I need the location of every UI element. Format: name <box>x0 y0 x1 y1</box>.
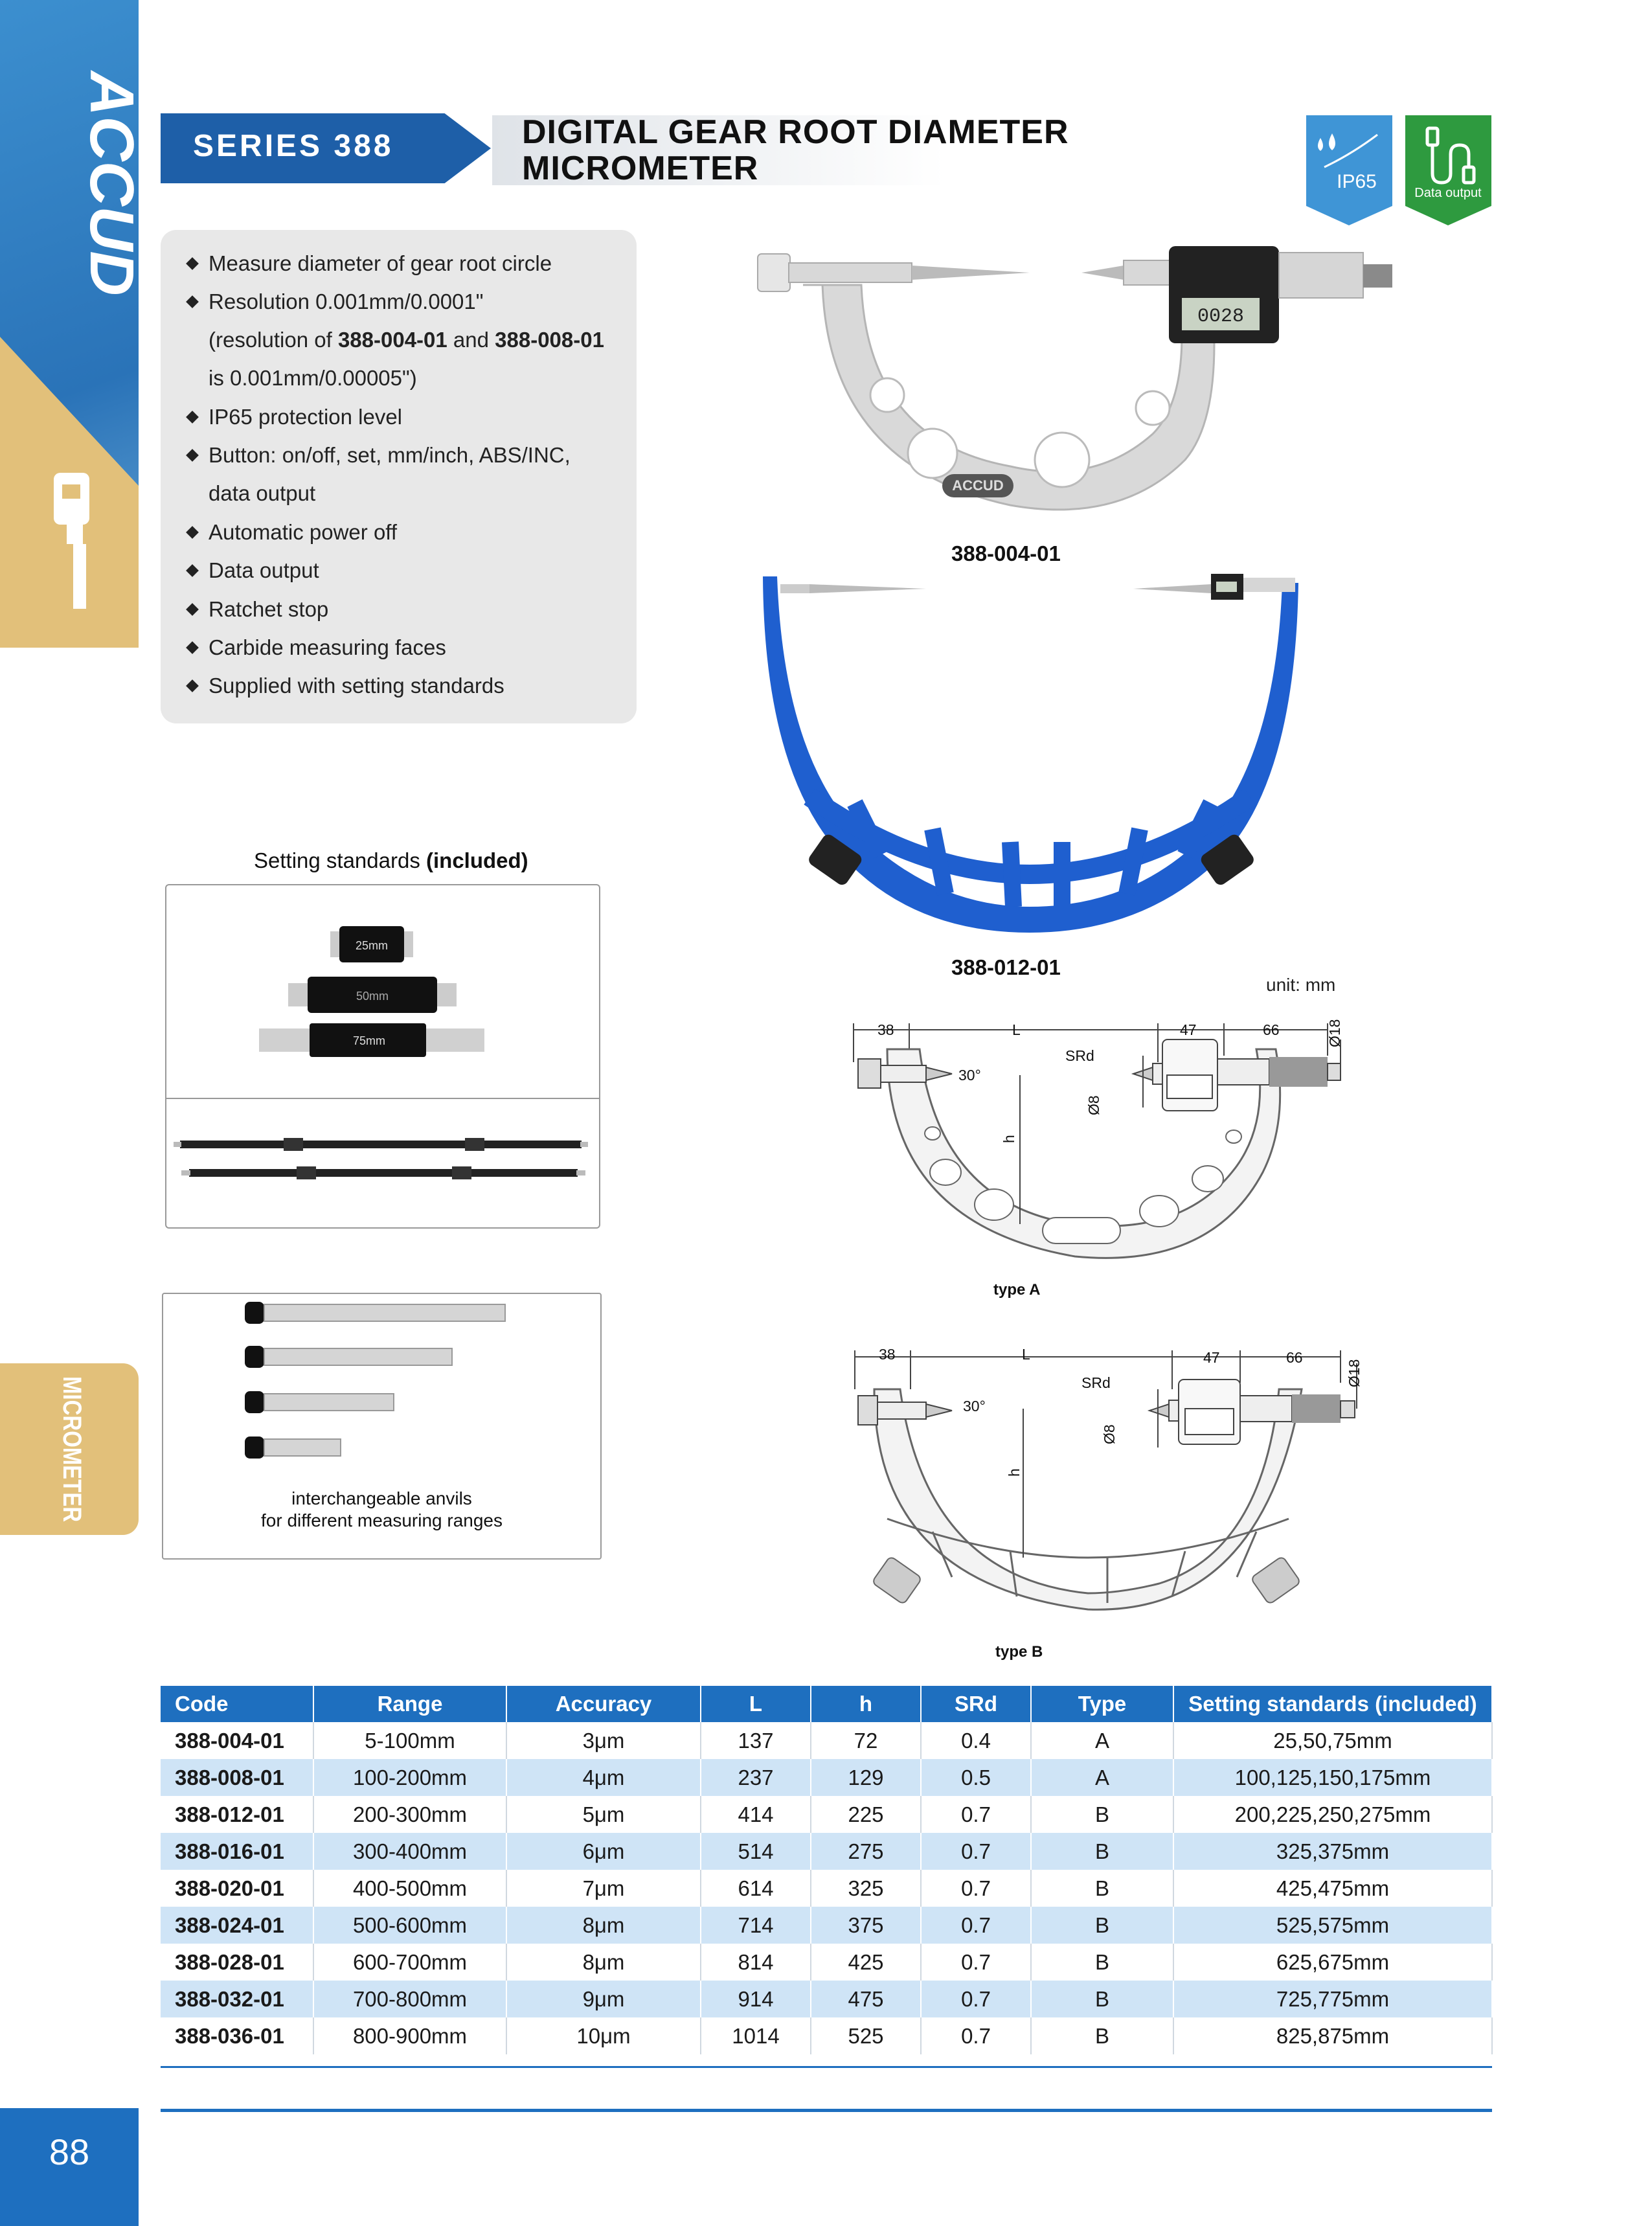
cell-type: B <box>1031 1944 1173 1981</box>
section-tab-label <box>58 1376 86 1554</box>
cell-SRd: 0.7 <box>921 1870 1031 1907</box>
series-label: SERIES 388 <box>193 129 394 163</box>
cell-h: 525 <box>811 2017 921 2054</box>
cell-range: 500-600mm <box>313 1907 506 1944</box>
cell-standards: 625,675mm <box>1173 1944 1492 1981</box>
cell-standards: 100,125,150,175mm <box>1173 1759 1492 1796</box>
setting-standards-divider <box>165 1098 600 1099</box>
cell-h: 72 <box>811 1722 921 1759</box>
cell-SRd: 0.7 <box>921 1833 1031 1870</box>
cell-standards: 725,775mm <box>1173 1981 1492 2017</box>
cell-code: 388-036-01 <box>161 2017 313 2054</box>
cell-L: 1014 <box>701 2017 811 2054</box>
cell-L: 714 <box>701 1907 811 1944</box>
unit-label: unit: mm <box>1266 975 1336 995</box>
cell-type: B <box>1031 1796 1173 1833</box>
frame-logo: ACCUD <box>952 477 1004 494</box>
feature-item: Supplied with setting standards <box>209 674 504 698</box>
page-title-line2: MICROMETER <box>522 150 759 187</box>
table-bottom-rule <box>161 2066 1492 2068</box>
cell-range: 800-900mm <box>313 2017 506 2054</box>
col-header: Setting standards (included) <box>1173 1686 1492 1722</box>
product-label-2: 388-012-01 <box>951 955 1061 979</box>
type-b-label: type B <box>995 1643 1043 1661</box>
col-header: Code <box>161 1686 313 1722</box>
dim-d18: Ø18 <box>1346 1359 1363 1387</box>
table-row <box>161 2017 1492 2054</box>
svg-text:75mm: 75mm <box>352 1034 386 1047</box>
cell-accuracy: 5μm <box>506 1796 701 1833</box>
dim-66: 66 <box>1286 1349 1303 1366</box>
cell-accuracy: 6μm <box>506 1833 701 1870</box>
cell-h: 275 <box>811 1833 921 1870</box>
type-a-label: type A <box>993 1281 1041 1299</box>
cell-code: 388-028-01 <box>161 1944 313 1981</box>
setting-standards-image <box>253 926 512 1082</box>
feature-item: Button: on/off, set, mm/inch, ABS/INC, <box>209 443 571 467</box>
cell-L: 414 <box>701 1796 811 1833</box>
cell-L: 914 <box>701 1981 811 2017</box>
cell-code: 388-024-01 <box>161 1907 313 1944</box>
product-label-1: 388-004-01 <box>951 541 1061 565</box>
dim-38: 38 <box>879 1346 896 1363</box>
setting-standards-title: Setting standards (included) <box>254 848 528 872</box>
cell-code: 388-008-01 <box>161 1759 313 1796</box>
table-header-row <box>161 1686 1492 1722</box>
table-row <box>161 1833 1492 1870</box>
page-number: 88 <box>49 2131 90 2172</box>
cell-type: A <box>1031 1722 1173 1759</box>
dim-angle: 30° <box>963 1398 986 1414</box>
cell-accuracy: 4μm <box>506 1759 701 1796</box>
anvils-caption-line2: for different measuring ranges <box>260 1510 503 1530</box>
dim-SRd: SRd <box>1065 1047 1094 1064</box>
cell-code: 388-020-01 <box>161 1870 313 1907</box>
table-row <box>161 1796 1492 1833</box>
cell-L: 137 <box>701 1722 811 1759</box>
feature-item: Data output <box>209 558 319 582</box>
cell-SRd: 0.7 <box>921 1796 1031 1833</box>
svg-text:50mm: 50mm <box>356 990 389 1003</box>
page-title-line1: DIGITAL GEAR ROOT DIAMETER <box>522 113 1069 151</box>
cell-range: 200-300mm <box>313 1796 506 1833</box>
cell-accuracy: 8μm <box>506 1944 701 1981</box>
col-header: L <box>701 1686 811 1722</box>
cell-standards: 825,875mm <box>1173 2017 1492 2054</box>
cell-standards: 525,575mm <box>1173 1907 1492 1944</box>
table-row <box>161 1759 1492 1796</box>
cell-type: B <box>1031 1907 1173 1944</box>
feature-item: Resolution 0.001mm/0.0001" <box>209 290 484 313</box>
cell-type: B <box>1031 1870 1173 1907</box>
dim-L: L <box>1012 1021 1021 1038</box>
cell-L: 614 <box>701 1870 811 1907</box>
cell-SRd: 0.7 <box>921 1944 1031 1981</box>
col-header: h <box>811 1686 921 1722</box>
svg-text:IP65: IP65 <box>1337 171 1377 192</box>
cell-L: 514 <box>701 1833 811 1870</box>
cell-range: 700-800mm <box>313 1981 506 2017</box>
cell-type: B <box>1031 1981 1173 2017</box>
cell-accuracy: 8μm <box>506 1907 701 1944</box>
col-header: SRd <box>921 1686 1031 1722</box>
table-row <box>161 1944 1492 1981</box>
dim-d8: Ø8 <box>1085 1095 1102 1115</box>
svg-text:MICROMETER: MICROMETER <box>58 1376 86 1554</box>
cell-type: B <box>1031 1833 1173 1870</box>
feature-resolution-note-line2: is 0.001mm/0.00005") <box>209 366 417 390</box>
cell-SRd: 0.5 <box>921 1759 1031 1796</box>
col-header: Accuracy <box>506 1686 701 1722</box>
spec-table <box>161 1686 1493 2054</box>
table-row <box>161 1907 1492 1944</box>
dim-66: 66 <box>1263 1021 1280 1038</box>
cell-SRd: 0.4 <box>921 1722 1031 1759</box>
ip65-badge <box>1306 115 1392 225</box>
cell-type: A <box>1031 1759 1173 1796</box>
display-reading: 0028 <box>1197 306 1245 328</box>
cell-SRd: 0.7 <box>921 2017 1031 2054</box>
product-image-small-micrometer <box>758 246 1438 538</box>
cell-h: 475 <box>811 1981 921 2017</box>
feature-item: Automatic power off <box>209 520 398 544</box>
col-header: Range <box>313 1686 506 1722</box>
cell-range: 100-200mm <box>313 1759 506 1796</box>
cell-h: 129 <box>811 1759 921 1796</box>
cell-range: 300-400mm <box>313 1833 506 1870</box>
cell-accuracy: 10μm <box>506 2017 701 2054</box>
cell-code: 388-016-01 <box>161 1833 313 1870</box>
micrometer-icon <box>51 460 109 615</box>
svg-text:ACCUD: ACCUD <box>77 71 146 296</box>
cell-standards: 425,475mm <box>1173 1870 1492 1907</box>
dim-L: L <box>1022 1346 1030 1363</box>
svg-text:Data output: Data output <box>1414 186 1482 200</box>
feature-item: Ratchet stop <box>209 597 329 621</box>
dim-h: h <box>1006 1468 1023 1477</box>
dim-47: 47 <box>1203 1349 1220 1366</box>
svg-text:25mm: 25mm <box>355 939 389 952</box>
feature-item: Measure diameter of gear root circle <box>209 251 552 275</box>
dim-angle: 30° <box>958 1067 981 1084</box>
cell-h: 425 <box>811 1944 921 1981</box>
cell-range: 600-700mm <box>313 1944 506 1981</box>
dim-h: h <box>1001 1135 1017 1143</box>
cell-accuracy: 9μm <box>506 1981 701 2017</box>
anvils-caption-line1: interchangeable anvils <box>291 1488 472 1508</box>
cell-range: 5-100mm <box>313 1722 506 1759</box>
dim-d8: Ø8 <box>1101 1424 1118 1444</box>
cell-standards: 325,375mm <box>1173 1833 1492 1870</box>
feature-resolution-note: (resolution of 388-004-01 and 388-008-01 <box>209 328 604 352</box>
cell-accuracy: 3μm <box>506 1722 701 1759</box>
dim-SRd: SRd <box>1081 1374 1111 1391</box>
dim-47: 47 <box>1180 1021 1197 1038</box>
long-setting-rods-image <box>174 1130 588 1188</box>
col-header: Type <box>1031 1686 1173 1722</box>
brand-logo <box>39 71 146 330</box>
product-image-large-micrometer <box>758 570 1341 933</box>
table-row <box>161 1722 1492 1759</box>
cell-SRd: 0.7 <box>921 1907 1031 1944</box>
table-row <box>161 1981 1492 2017</box>
cell-standards: 200,225,250,275mm <box>1173 1796 1492 1833</box>
footer-rule <box>161 2109 1492 2112</box>
cell-accuracy: 7μm <box>506 1870 701 1907</box>
cell-code: 388-004-01 <box>161 1722 313 1759</box>
cell-range: 400-500mm <box>313 1870 506 1907</box>
cell-h: 375 <box>811 1907 921 1944</box>
cell-h: 225 <box>811 1796 921 1833</box>
cell-SRd: 0.7 <box>921 1981 1031 2017</box>
cell-code: 388-032-01 <box>161 1981 313 2017</box>
type-a-drawing <box>848 1010 1360 1276</box>
feature-item: IP65 protection level <box>209 405 403 429</box>
feature-item-continued: data output <box>209 481 316 505</box>
cell-L: 814 <box>701 1944 811 1981</box>
cell-standards: 25,50,75mm <box>1173 1722 1492 1759</box>
cell-h: 325 <box>811 1870 921 1907</box>
feature-item: Carbide measuring faces <box>209 635 446 659</box>
dim-38: 38 <box>877 1021 894 1038</box>
data-output-badge <box>1405 115 1491 225</box>
cell-type: B <box>1031 2017 1173 2054</box>
dim-d18: Ø18 <box>1326 1019 1343 1047</box>
cell-code: 388-012-01 <box>161 1796 313 1833</box>
table-row <box>161 1870 1492 1907</box>
anvils-image <box>245 1300 510 1466</box>
cell-L: 237 <box>701 1759 811 1796</box>
